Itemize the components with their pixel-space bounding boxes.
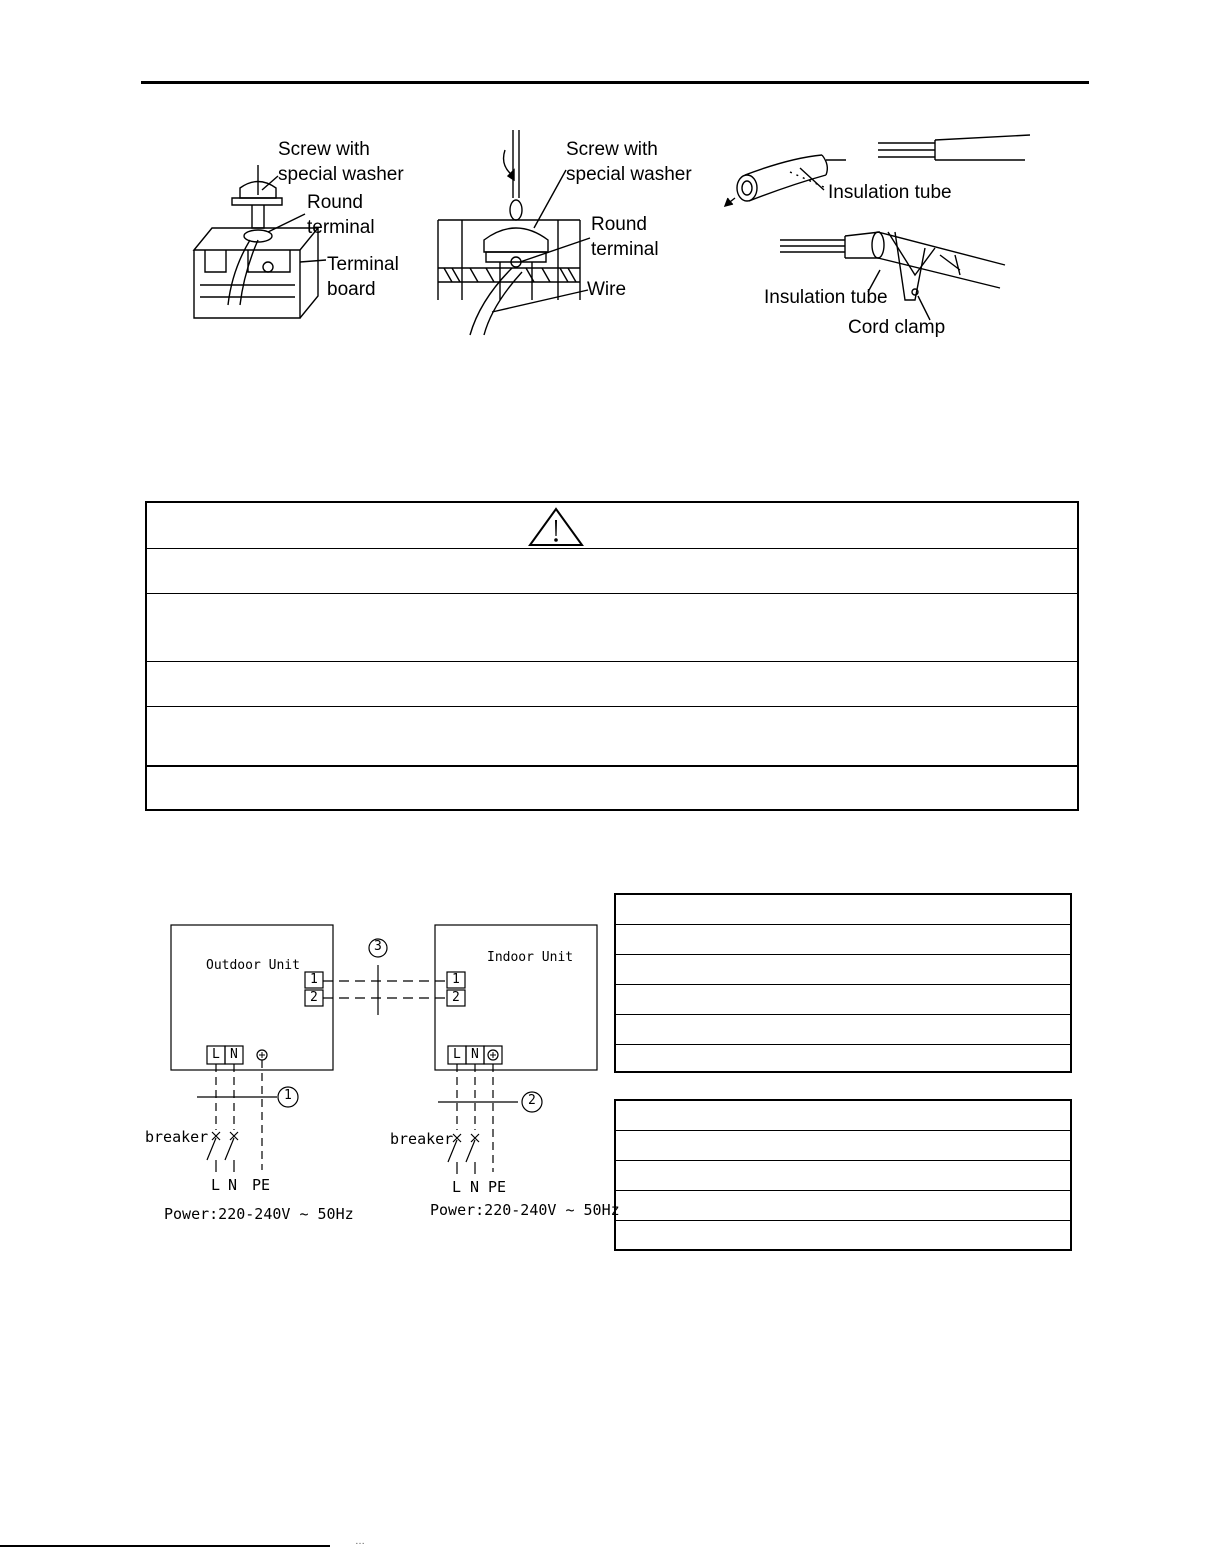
outdoor-terminal-N: N: [230, 1047, 238, 1062]
indoor-phase-L: L: [452, 1178, 462, 1196]
outdoor-terminal-L: L: [212, 1047, 220, 1062]
middle-screw-label-1: Screw with: [566, 139, 658, 160]
spec-row: [616, 895, 1070, 925]
spec-table-bottom: [614, 1099, 1072, 1251]
spec-row: [616, 1131, 1070, 1161]
left-board-label-1: Terminal: [327, 254, 399, 275]
cord-clamp-label: Cord clamp: [848, 317, 946, 338]
indoor-phase-N: N: [470, 1178, 480, 1196]
spec-row: [616, 1015, 1070, 1045]
circle-label-2: 2: [528, 1093, 536, 1108]
footer-rule: [0, 1545, 330, 1547]
indoor-terminal-2: 2: [452, 990, 460, 1005]
outdoor-phase-L: L: [211, 1176, 221, 1194]
spec-row: [616, 1045, 1070, 1071]
spec-row: [616, 985, 1070, 1015]
spec-row: [616, 1191, 1070, 1221]
outdoor-power-label: Power:220-240V ~ 50Hz: [164, 1205, 354, 1223]
indoor-breaker-label: breaker: [390, 1130, 454, 1148]
insulation-top-label: Insulation tube: [828, 182, 952, 203]
footer-mark: …: [355, 1536, 365, 1547]
spec-row: [616, 1221, 1070, 1249]
middle-wire-label: Wire: [587, 279, 627, 300]
circle-label-1: 1: [284, 1088, 292, 1103]
insulation-bottom-label: Insulation tube: [764, 287, 888, 308]
indoor-unit-label: Indoor Unit: [487, 950, 574, 965]
spec-table-top: [614, 893, 1072, 1073]
indoor-terminal-L: L: [453, 1047, 461, 1062]
middle-round-label-2: terminal: [591, 239, 659, 260]
outdoor-terminal-1: 1: [310, 972, 318, 987]
left-board-label-2: board: [327, 279, 376, 300]
middle-screw-label-2: special washer: [566, 164, 692, 185]
indoor-phase-PE: PE: [488, 1178, 507, 1196]
spec-row: [616, 955, 1070, 985]
circle-label-3: 3: [374, 939, 382, 954]
middle-round-label-1: Round: [591, 214, 647, 235]
indoor-terminal-N: N: [471, 1047, 479, 1062]
spec-row: [616, 1161, 1070, 1191]
indoor-power-label: Power:220-240V ~ 50Hz: [430, 1201, 620, 1219]
left-screw-label-1: Screw with: [278, 139, 370, 160]
spec-row: [616, 925, 1070, 955]
outdoor-terminal-2: 2: [310, 990, 318, 1005]
outdoor-unit-label: Outdoor Unit: [206, 958, 300, 973]
spec-row: [616, 1101, 1070, 1131]
outdoor-breaker-label: breaker: [145, 1128, 209, 1146]
left-round-label-2: terminal: [307, 217, 375, 238]
left-round-label-1: Round: [307, 192, 363, 213]
indoor-terminal-1: 1: [452, 972, 460, 987]
left-screw-label-2: special washer: [278, 164, 404, 185]
outdoor-phase-N: N: [228, 1176, 238, 1194]
outdoor-phase-PE: PE: [252, 1176, 271, 1194]
